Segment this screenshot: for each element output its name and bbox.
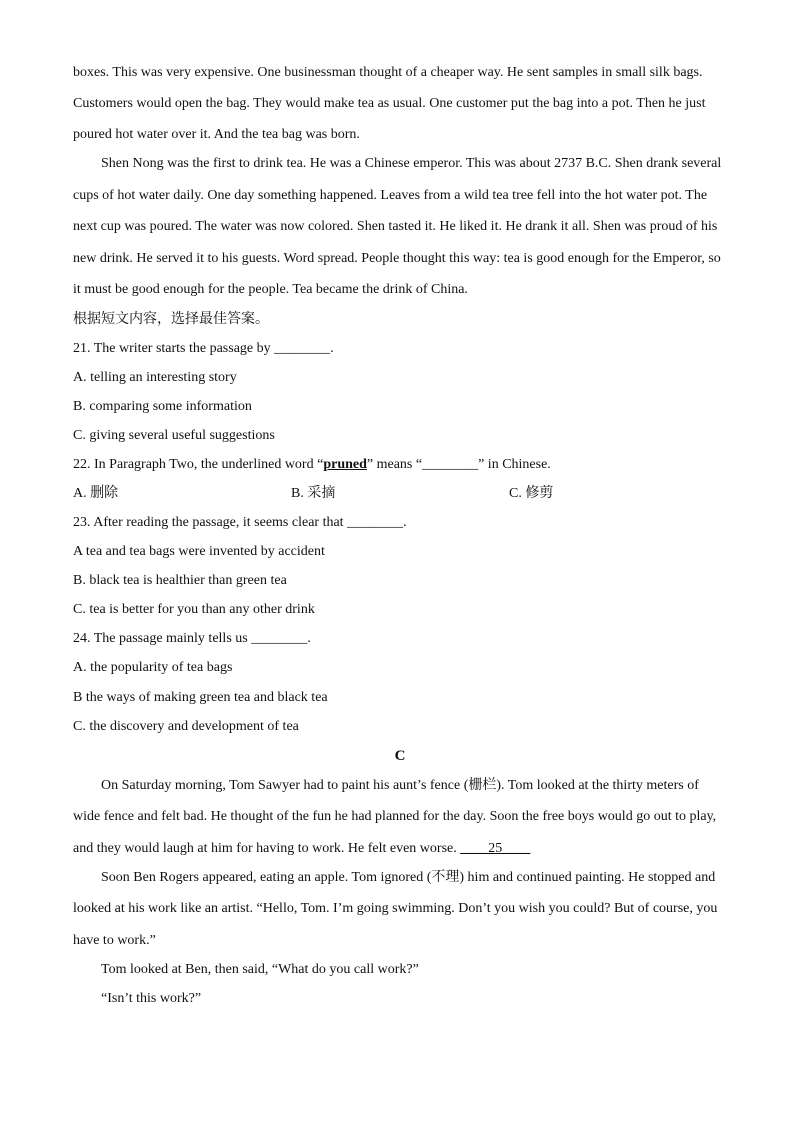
question-23-option-a: A tea and tea bags were invented by accident xyxy=(73,544,325,559)
question-23-option-c: C. tea is better for you than any other drink xyxy=(73,602,315,617)
question-21-option-c: C. giving several useful suggestions xyxy=(73,428,275,443)
text-line: Shen Nong was the first to drink tea. He was a Chinese emperor. This was about 2737 B.C. Shen drank several xyxy=(101,156,722,171)
blank-25: ____25____ xyxy=(460,841,531,856)
question-21-option-a: A. telling an interesting story xyxy=(73,370,237,385)
question-23-option-b: B. black tea is healthier than green tea xyxy=(73,573,287,588)
question-21-option-b: B. comparing some information xyxy=(73,399,252,414)
question-24-option-b: B the ways of making green tea and black tea xyxy=(73,690,328,705)
text-line: and they would laugh at him for having to work. He felt even worse. ____25____ xyxy=(73,841,531,856)
section-heading: C xyxy=(394,748,406,764)
text-line: Soon Ben Rogers appeared, eating an apple. Tom ignored (不理) him and continued painting. He stopped and xyxy=(101,870,716,885)
text-line: it must be good enough for the people. Tea became the drink of China. xyxy=(73,282,468,297)
question-22-option-b: B. 采摘 xyxy=(291,486,336,501)
text-line: Tom looked at Ben, then said, “What do you call work?” xyxy=(101,962,419,977)
underlined-word: pruned xyxy=(323,457,367,472)
question-22-option-c: C. 修剪 xyxy=(509,486,554,501)
text-line: looked at his work like an artist. “Hello, Tom. I’m going swimming. Don’t you wish you could? But of course, you xyxy=(73,901,718,916)
text-line: wide fence and felt bad. He thought of the fun he had planned for the day. Soon the free boys would go out to play, xyxy=(73,809,717,824)
question-22-stem: 22. In Paragraph Two, the underlined word “pruned” means “________” in Chinese. xyxy=(73,457,551,472)
question-24-option-c: C. the discovery and development of tea xyxy=(73,719,299,734)
question-22-option-a: A. 删除 xyxy=(73,486,119,501)
text-line: “Isn’t this work?” xyxy=(101,991,202,1006)
question-21-stem: 21. The writer starts the passage by ________. xyxy=(73,341,334,356)
text-line: have to work.” xyxy=(73,933,156,948)
question-24-option-a: A. the popularity of tea bags xyxy=(73,660,233,675)
text-line: boxes. This was very expensive. One businessman thought of a cheaper way. He sent samples in small silk bags. xyxy=(73,65,703,80)
question-24-stem: 24. The passage mainly tells us ________. xyxy=(73,631,311,646)
text-line: On Saturday morning, Tom Sawyer had to paint his aunt’s fence (栅栏). Tom looked at the thirty meters of xyxy=(101,778,699,793)
text-line: Customers would open the bag. They would make tea as usual. One customer put the bag into a pot. Then he just xyxy=(73,96,706,111)
text-line: next cup was poured. The water was now colored. Shen tasted it. He liked it. He drank it all. Shen was proud of his xyxy=(73,219,718,234)
text-line: cups of hot water daily. One day something happened. Leaves from a wild tea tree fell into the hot water pot. The xyxy=(73,188,708,203)
question-23-stem: 23. After reading the passage, it seems clear that ________. xyxy=(73,515,407,530)
question-22-options xyxy=(73,485,733,503)
instruction: 根据短文内容，选择最佳答案。 xyxy=(73,312,269,327)
text-line: new drink. He served it to his guests. Word spread. People thought this way: tea is good enough for the Emperor, so xyxy=(73,251,721,266)
text-line: poured hot water over it. And the tea bag was born. xyxy=(73,127,360,142)
